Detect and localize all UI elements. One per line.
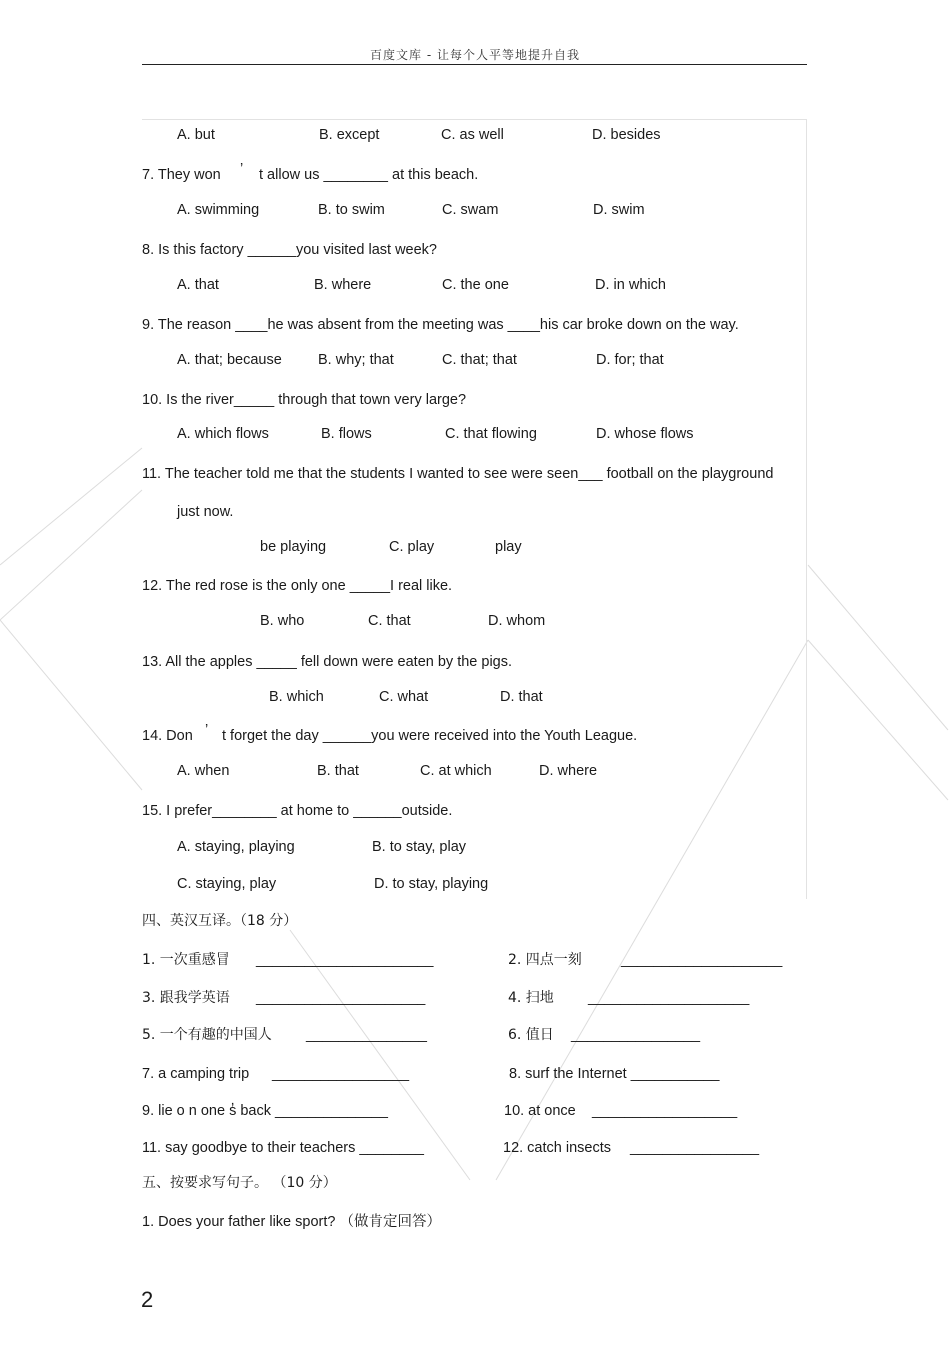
section4-title: 四、英汉互译。（18 分） [142, 913, 298, 929]
q9-option-b: B. why; that [318, 352, 394, 368]
q14-apostrophe: ’ [205, 722, 209, 738]
q6-option-d: D. besides [592, 127, 661, 143]
s4-blank-7: _________________ [272, 1066, 410, 1082]
s4-item-5: 5. 一个有趣的中国人 [142, 1027, 272, 1043]
frame-border-right [806, 119, 807, 899]
s4-blank-5: _______________ [306, 1027, 427, 1043]
s4-item-1: 1. 一次重感冒 [142, 952, 230, 968]
q11-continuation: just now. [177, 504, 234, 520]
q8-option-b: B. where [314, 277, 372, 293]
q14-text-part2: t forget the day ______you were received into the Youth League. [222, 728, 638, 744]
q13-option-d: D. that [500, 689, 543, 705]
q8-text: 8. Is this factory ______you visited last week? [142, 242, 437, 258]
s4-item-7: 7. a camping trip [142, 1066, 250, 1082]
s4-item-4: 4. 扫地 [508, 990, 554, 1006]
q15-option-a: A. staying, playing [177, 839, 295, 855]
q9-text: 9. The reason ____he was absent from the meeting was ____his car broke down on the way. [142, 317, 739, 333]
q11-option-1: be playing [260, 539, 327, 555]
section5-title: 五、按要求写句子。 （10 分） [142, 1175, 337, 1191]
s4-blank-12: ________________ [630, 1140, 760, 1156]
q14-option-d: D. where [539, 763, 598, 779]
frame-border-top [142, 119, 807, 120]
q13-option-b: B. which [269, 689, 324, 705]
q15-text: 15. I prefer________ at home to ______outside. [142, 803, 453, 819]
q12-option-d: D. whom [488, 613, 546, 629]
q11-option-2: C. play [389, 539, 435, 555]
s4-item-8: 8. surf the Internet ___________ [509, 1066, 720, 1082]
q10-text: 10. Is the river_____ through that town very large? [142, 392, 467, 408]
q10-option-d: D. whose flows [596, 426, 694, 442]
s4-blank-3: _____________________ [256, 990, 426, 1006]
q8-option-a: A. that [177, 277, 219, 293]
s4-item-10: 10. at once [504, 1103, 576, 1119]
q13-option-c: C. what [379, 689, 429, 705]
q15-option-d: D. to stay, playing [374, 876, 489, 892]
q7-option-d: D. swim [593, 202, 645, 218]
s4-item-9: 9. lie o n one s̓ back ______________ [142, 1103, 388, 1119]
page-number: 2 [141, 1287, 154, 1312]
q14-option-b: B. that [317, 763, 359, 779]
q9-option-d: D. for; that [596, 352, 664, 368]
q6-option-c: C. as well [441, 127, 504, 143]
q10-option-c: C. that flowing [445, 426, 537, 442]
s4-blank-6: ________________ [571, 1027, 701, 1043]
q15-option-b: B. to stay, play [372, 839, 467, 855]
s4-item-3: 3. 跟我学英语 [142, 990, 230, 1006]
q14-option-a: A. when [177, 763, 230, 779]
q11-option-3: play [495, 539, 522, 555]
q10-option-a: A. which flows [177, 426, 269, 442]
page-header: 百度文库 - 让每个人平等地提升自我 [370, 48, 580, 62]
q12-text: 12. The red rose is the only one _____I real like. [142, 578, 453, 594]
q7-option-b: B. to swim [318, 202, 385, 218]
s4-item-12: 12. catch insects [503, 1140, 611, 1156]
q7-option-c: C. swam [442, 202, 499, 218]
q8-option-d: D. in which [595, 277, 666, 293]
q7-apostrophe: ’ [240, 161, 244, 177]
q7-text-part2: t allow us ________ at this beach. [259, 167, 479, 183]
q13-text: 13. All the apples _____ fell down were eaten by the pigs. [142, 654, 513, 670]
q6-option-b: B. except [319, 127, 380, 143]
q8-option-c: C. the one [442, 277, 509, 293]
s4-item-2: 2. 四点一刻 [508, 952, 582, 968]
q11-text: 11. The teacher told me that the students I wanted to see were seen___ football on the playground [142, 466, 774, 482]
header-divider [142, 64, 807, 65]
q10-option-b: B. flows [321, 426, 372, 442]
s4-item-11: 11. say goodbye to their teachers ________ [142, 1140, 424, 1156]
q14-option-c: C. at which [420, 763, 492, 779]
q6-option-a: A. but [177, 127, 215, 143]
q9-option-c: C. that; that [442, 352, 517, 368]
q14-text-part1: 14. Don [142, 728, 193, 744]
s4-blank-2: ____________________ [621, 952, 783, 968]
q9-option-a: A. that; because [177, 352, 282, 368]
s4-blank-1: ______________________ [256, 952, 434, 968]
s5-question-1: 1. Does your father like sport? （做肯定回答） [142, 1214, 441, 1230]
s4-item-6: 6. 值日 [508, 1027, 554, 1043]
q7-text-part1: 7. They won [142, 167, 221, 183]
q12-option-b: B. who [260, 613, 305, 629]
q12-option-c: C. that [368, 613, 411, 629]
s4-blank-10: __________________ [592, 1103, 738, 1119]
s4-blank-4: ____________________ [588, 990, 750, 1006]
q15-option-c: C. staying, play [177, 876, 277, 892]
q7-option-a: A. swimming [177, 202, 260, 218]
